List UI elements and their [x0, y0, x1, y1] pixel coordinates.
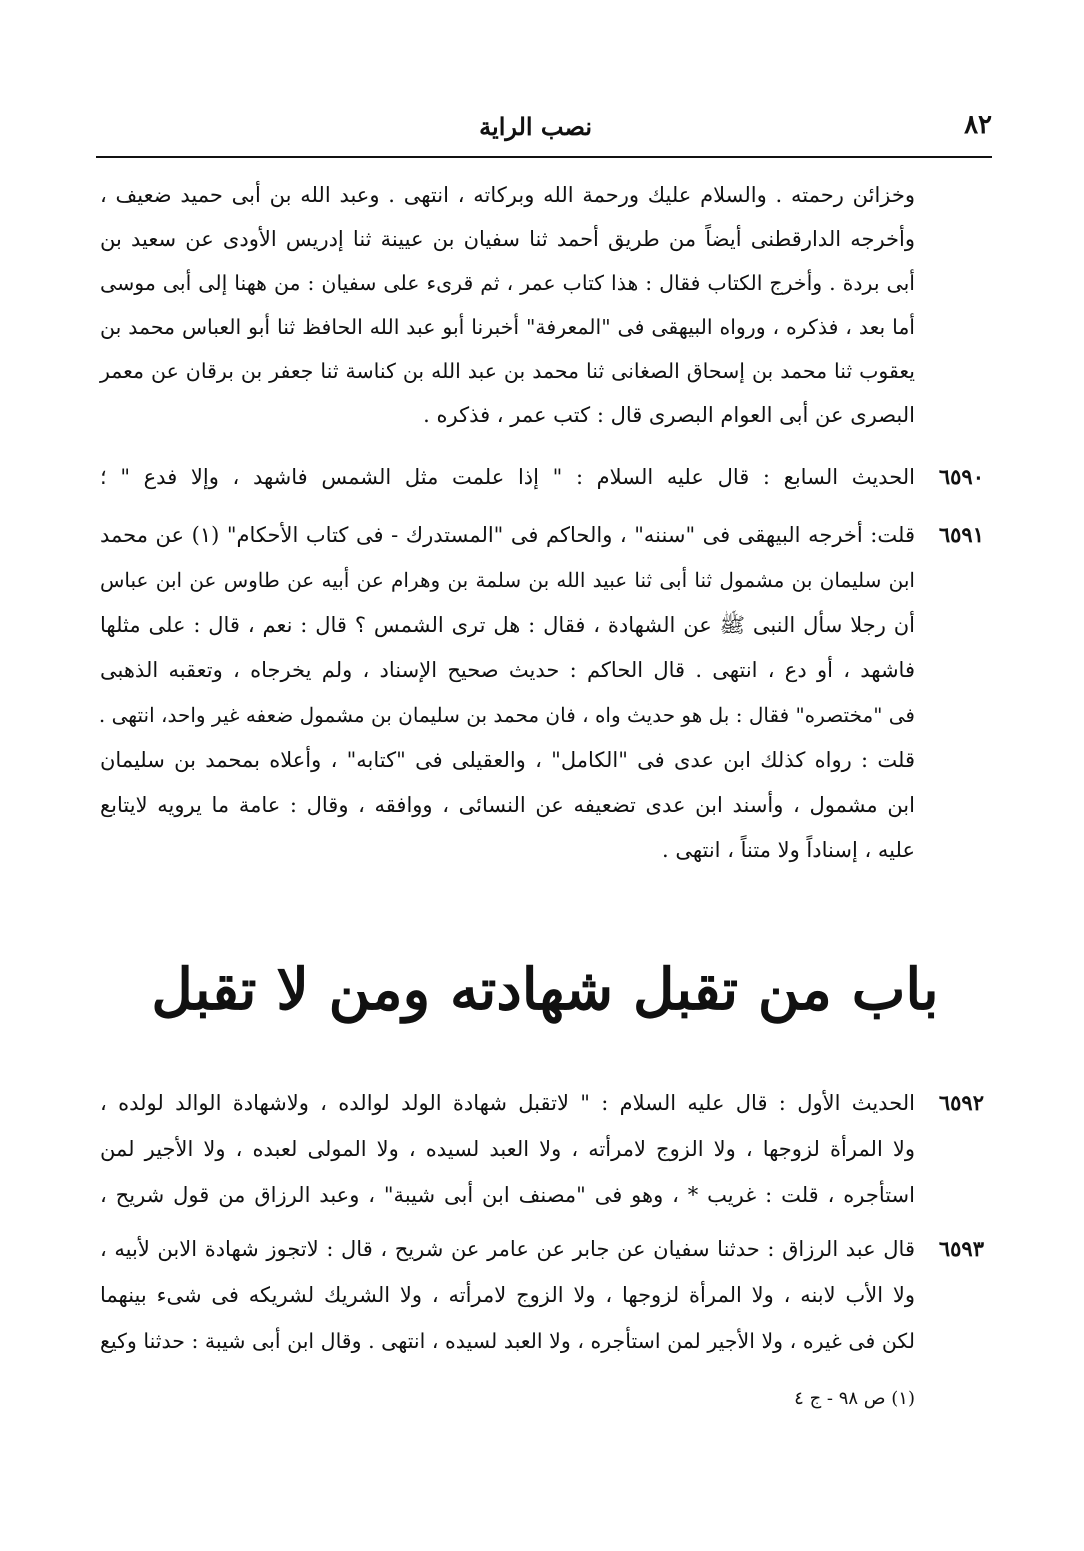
paragraph-line: أبى بردة . وأخرج الكتاب فقال : هذا كتاب عمر ، ثم قرىء على سفيان : من ههنا إلى أبى موسى [100, 271, 915, 295]
entry-number: ٦٥٩٠ [938, 464, 984, 489]
header-rule [96, 156, 992, 158]
paragraph-line: يعقوب ثنا محمد بن إسحاق الصغانى ثنا محمد بن عبد الله بن كناسة ثنا جعفر بن برقان عن معمر [100, 359, 915, 383]
entry-line: لكن فى غيره ، ولا الأجير لمن استأجره ، ولا العبد لسيده ، انتهى . وقال ابن أبى شيبة : حدثنا وكيع [100, 1329, 915, 1353]
page-header [96, 110, 992, 150]
paragraph-line: وخزائن رحمته . والسلام عليك ورحمة الله وبركاته ، انتهى . وعبد الله بن أبى حميد ضعيف ، [100, 183, 915, 207]
entry-line: فاشهد ، أو دع ، انتهى . قال الحاكم : حديث صحيح الإسناد ، ولم يخرجاه ، وتعقبه الذهبى [100, 658, 915, 682]
entry-line: ابن مشمول ، وأسند ابن عدى تضعيفه عن النسائى ، ووافقه ، وقال : عامة ما يرويه لايتابع [100, 793, 915, 817]
entry-line: عليه ، إسناداً ولا متناً ، انتهى . [661, 838, 915, 862]
hadith-line: ولا المرأة لزوجها ، ولا الزوج لامرأته ، ولا العبد لسيده ، ولا المولى لعبده ، ولا الأجير لمن [100, 1137, 915, 1161]
running-title: نصب الراية [479, 112, 592, 141]
entry-line: ولا الأب لابنه ، ولا المرأة لزوجها ، ولا الزوج لامرأته ، ولا الشريك لشريكه فى شىء بينهما [100, 1283, 915, 1307]
entry-line: أن رجلا سأل النبى ﷺ عن الشهادة ، فقال : هل ترى الشمس ؟ قال : نعم ، قال : على مثلها [100, 613, 915, 637]
paragraph-line: أما بعد ، فذكره ، ورواه البيهقى فى "المعرفة" أخبرنا أبو عبد الله الحافظ ثنا أبو العباس محمد بن [100, 315, 915, 339]
page-number: ٨٢ [964, 110, 992, 140]
entry-line: ابن سليمان بن مشمول ثنا أبى ثنا عبيد الله بن سلمة بن وهرام عن أبيه عن طاوس عن ابن عباس [100, 568, 915, 592]
footnote: (١) ص ٩٨ - ج ٤ [794, 1388, 915, 1409]
entry-line: قلت: أخرجه البيهقى فى "سننه" ، والحاكم فى "المستدرك - فى كتاب الأحكام" (١) عن محمد [100, 523, 915, 547]
hadith-line: الحديث الأول : قال عليه السلام : " لاتقبل شهادة الولد لوالده ، ولاشهادة الوالد لولده ، [100, 1091, 915, 1115]
paragraph-line: وأخرجه الدارقطنى أيضاً من طريق أحمد ثنا سفيان بن عيينة ثنا إدريس الأودى عن سعيد بن [100, 227, 915, 251]
hadith-line: الحديث السابع : قال عليه السلام : " إذا علمت مثل الشمس فاشهد ، وإلا فدع " ؛ [100, 465, 915, 489]
entry-line: قلت : رواه كذلك ابن عدى فى "الكامل" ، والعقيلى فى "كتابه" ، وأعلاه بمحمد بن سليمان [100, 748, 915, 772]
entry-number: ٦٥٩١ [938, 522, 984, 547]
entry-number: ٦٥٩٢ [938, 1090, 984, 1115]
entry-line: قال عبد الرزاق : حدثنا سفيان عن جابر عن عامر عن شريح ، قال : لاتجوز شهادة الابن لأبيه ، [100, 1237, 915, 1261]
entry-line: فى "مختصره" فقال : بل هو حديث واه ، فان محمد بن سليمان بن مشمول ضعفه غير واحد، انتهى . [98, 703, 915, 727]
chapter-title: باب من تقبل شهادته ومن لا تقبل [151, 956, 939, 1023]
entry-number: ٦٥٩٣ [938, 1236, 984, 1261]
paragraph-line: البصرى عن أبى العوام البصرى قال : كتب عمر ، فذكره . [423, 403, 915, 427]
hadith-line: استأجره ، قلت : غريب * ، وهو فى "مصنف ابن أبى شيبة" ، وعبد الرزاق من قول شريح ، [100, 1183, 915, 1207]
